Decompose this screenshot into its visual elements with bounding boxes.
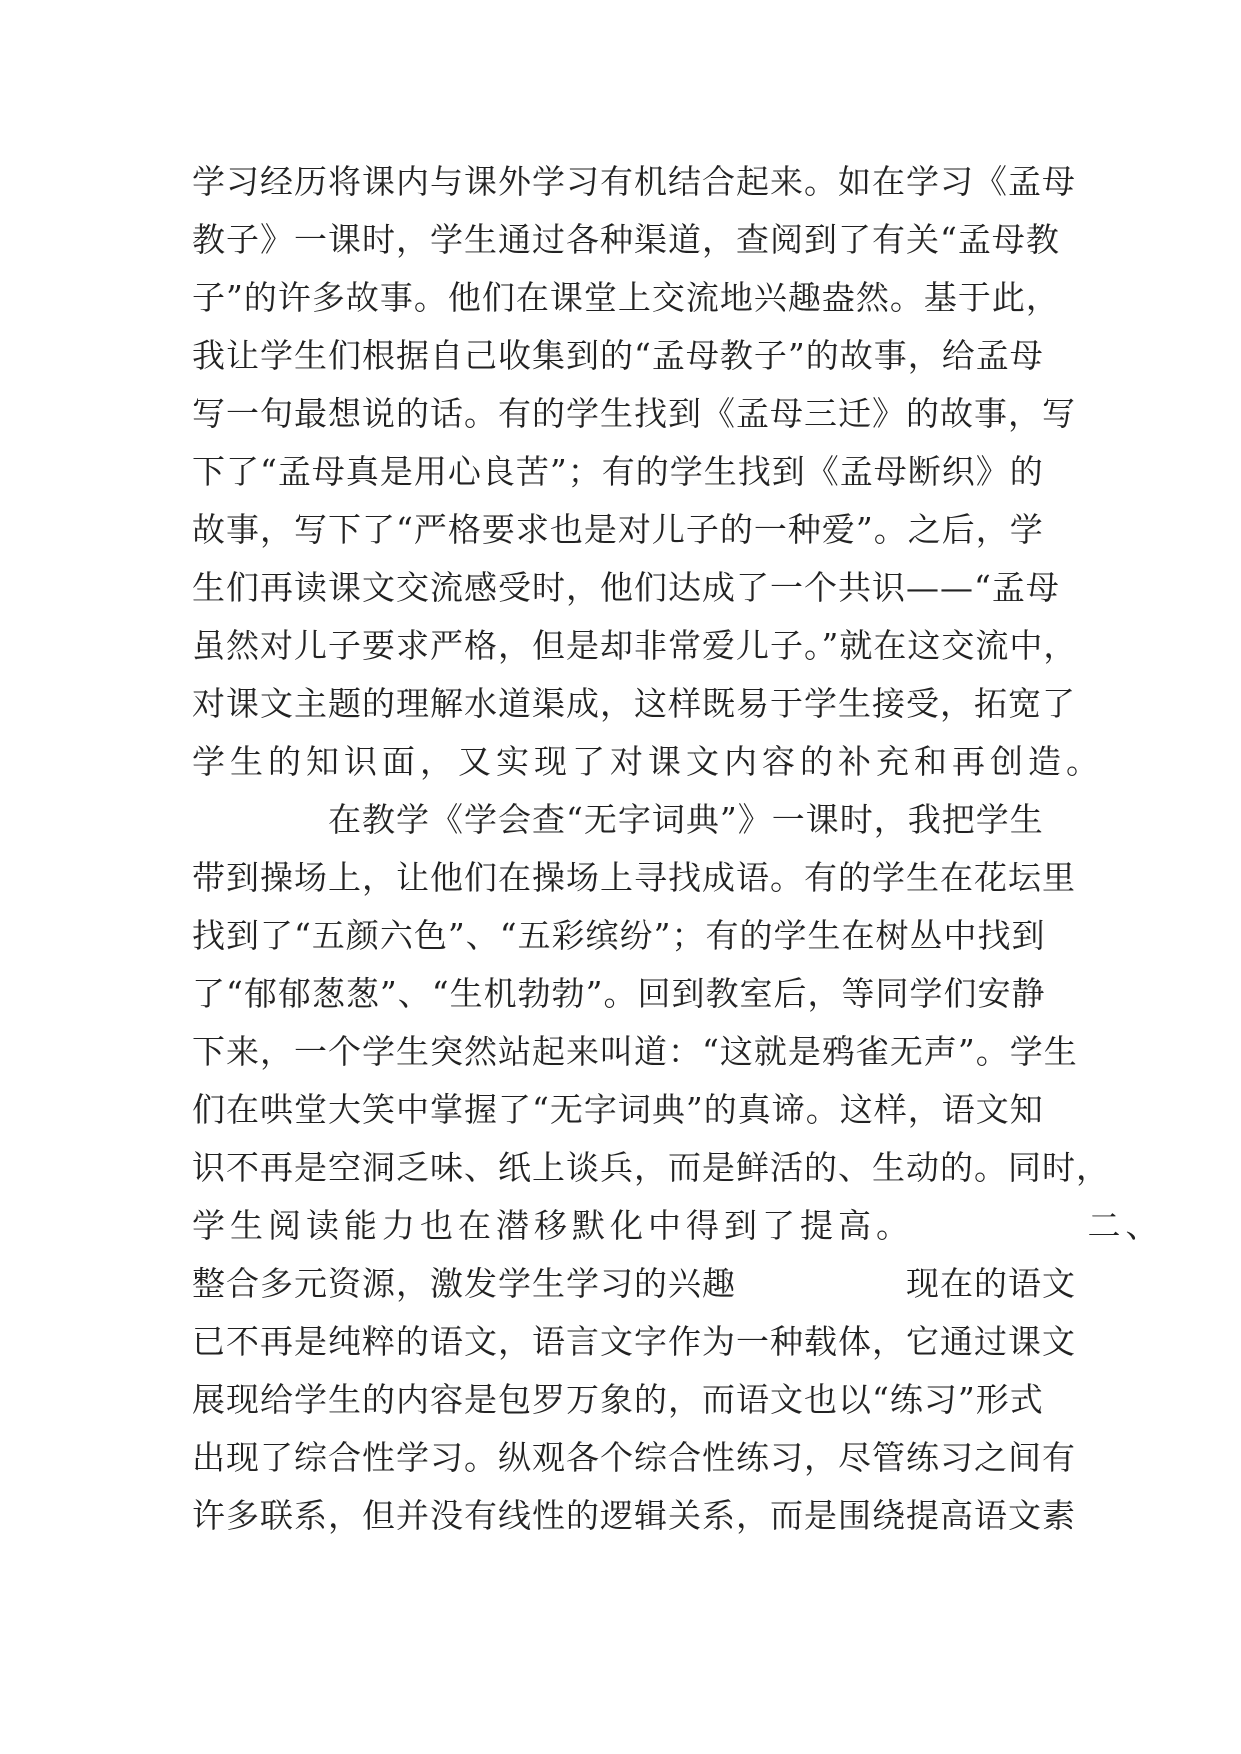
text-line: 写一句最想说的话。有的学生找到《孟母三迁》的故事，写 xyxy=(192,394,1076,433)
text-line: 教子》一课时，学生通过各种渠道，查阅到了有关“孟母教 xyxy=(192,220,1060,259)
text-line: 许多联系，但并没有线性的逻辑关系，而是围绕提高语文素 xyxy=(192,1496,1076,1535)
text-line: 对课文主题的理解水道渠成，这样既易于学生接受，拓宽了 xyxy=(192,684,1076,723)
text-line: 找到了“五颜六色”、“五彩缤纷”；有的学生在树丛中找到 xyxy=(192,916,1046,955)
text-line: 我让学生们根据自己收集到的“孟母教子”的故事，给孟母 xyxy=(192,336,1044,375)
text-line: 虽然对儿子要求严格，但是却非常爱儿子。”就在这交流中， xyxy=(192,626,1078,665)
text-line: 生们再读课文交流感受时，他们达成了一个共识——“孟母 xyxy=(192,568,1060,607)
text-line: 已不再是纯粹的语文，语言文字作为一种载体，它通过课文 xyxy=(192,1322,1076,1361)
text-line: 学生的知识面，又实现了对课文内容的补充和再创造。 xyxy=(192,742,1104,781)
text-line: 展现给学生的内容是包罗万象的，而语文也以“练习”形式 xyxy=(192,1380,1044,1419)
text-line: 了“郁郁葱葱”、“生机勃勃”。回到教室后，等同学们安静 xyxy=(192,974,1046,1013)
text-line: 子”的许多故事。他们在课堂上交流地兴趣盎然。基于此， xyxy=(192,278,1060,317)
text-line: 识不再是空洞乏味、纸上谈兵，而是鲜活的、生动的。同时， xyxy=(192,1148,1110,1187)
text-line: 下来，一个学生突然站起来叫道：“这就是鸦雀无声”。学生 xyxy=(192,1032,1078,1071)
text-line: 整合多元资源，激发学生学习的兴趣 现在的语文 xyxy=(192,1264,1076,1303)
text-line: 们在哄堂大笑中掌握了“无字词典”的真谛。这样，语文知 xyxy=(192,1090,1044,1129)
text-line: 出现了综合性学习。纵观各个综合性练习，尽管练习之间有 xyxy=(192,1438,1076,1477)
text-line: 故事，写下了“严格要求也是对儿子的一种爱”。之后，学 xyxy=(192,510,1044,549)
text-line: 带到操场上，让他们在操场上寻找成语。有的学生在花坛里 xyxy=(192,858,1076,897)
text-line: 在教学《学会查“无字词典”》一课时，我把学生 xyxy=(192,800,1044,839)
text-line: 学习经历将课内与课外学习有机结合起来。如在学习《孟母 xyxy=(192,162,1076,201)
text-line: 下了“孟母真是用心良苦”；有的学生找到《孟母断织》的 xyxy=(192,452,1044,491)
text-line: 学生阅读能力也在潜移默化中得到了提高。 二、 xyxy=(192,1206,1164,1245)
